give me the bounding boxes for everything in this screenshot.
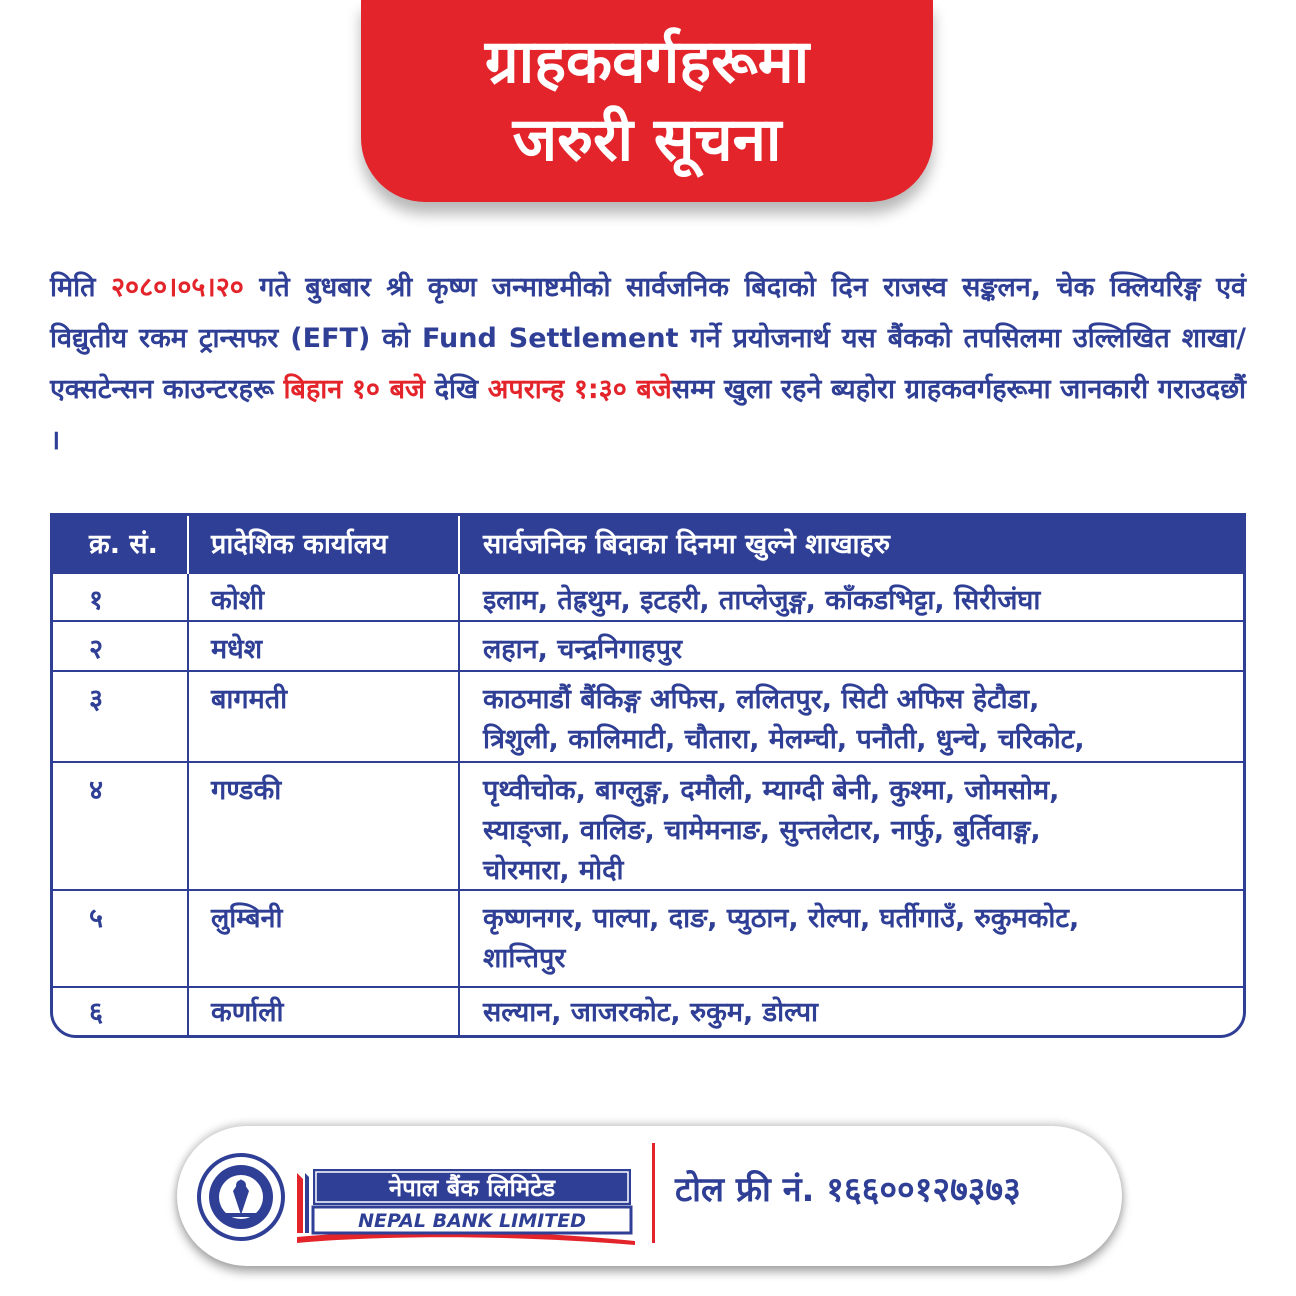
row-4-branches-line1: पृथ्वीचोक, बाग्लुङ्ग, दमौली, म्याग्दी बेनी, कुश्मा, जोमसोम,	[483, 775, 1060, 806]
notice-time-end: अपरान्ह १:३० बजे	[487, 374, 672, 405]
row-2-serial: २	[89, 634, 104, 665]
row-3-branches-line2: त्रिशुली, कालिमाटी, चौतारा, मेलम्ची, पनौती, धुन्चे, चरिकोट,	[483, 724, 1085, 755]
row-4-branches-line2: स्याङ्जा, वालिङ, चामेमनाङ, सुन्तलेटार, नार्फु, बुर्तिवाङ्ग,	[483, 815, 1041, 846]
notice-text-1: मिति	[50, 272, 111, 303]
notice-text-4: सम्म खुला रहने ब्यहोरा ग्राहकवर्गहरूमा जानकारी गराउदछौं ।	[50, 374, 1247, 456]
row-4-branches-line3: चोरमारा, मोदी	[483, 855, 624, 886]
notice-text-3: देखि	[425, 374, 488, 405]
header-title-line1: ग्राहकवर्गहरूमा	[484, 27, 810, 97]
branches-table	[50, 513, 1246, 1038]
nepal-bank-logo	[185, 1133, 637, 1257]
notice-text-2: गते बुधबार श्री कृष्ण जन्माष्टमीको सार्वजनिक बिदाको दिन राजस्व सङ्कलन, चेक क्लियरिङ्ग एवं विद्युतीय रकम ट्रान्सफर (EFT) को Fund Settlement गर्ने प्रयोजनार्थ यस बैंकको तपसिलमा उल्लिखित शाखा/एक्सटेन्सन काउन्टरहरू	[50, 272, 1247, 405]
row-divider	[53, 761, 1243, 763]
row-3-serial: ३	[89, 684, 104, 715]
row-4-serial: ४	[89, 775, 104, 806]
header-serial: क्र. सं.	[89, 529, 158, 560]
row-5-branches-line2: शान्तिपुर	[483, 943, 566, 974]
row-3-branches-line1: काठमाडौं बैंकिङ्ग अफिस, ललितपुर, सिटी अफिस हेटौडा,	[483, 684, 1040, 715]
notice-paragraph	[50, 262, 1246, 466]
header-office: प्रादेशिक कार्यालय	[211, 529, 388, 560]
row-1-serial: १	[89, 585, 104, 616]
logo-wordmark-nepali: नेपाल बैंक लिमिटेड	[388, 1174, 556, 1202]
logo-wordmark-english: NEPAL BANK LIMITED	[358, 1210, 586, 1232]
row-5-office: लुम्बिनी	[211, 903, 283, 934]
row-divider	[53, 889, 1243, 891]
header-divider	[187, 516, 189, 574]
row-6-serial: ६	[89, 997, 104, 1028]
bank-emblem-icon	[199, 1155, 283, 1239]
column-divider	[187, 516, 189, 1035]
row-6-branches: सल्यान, जाजरकोट, रुकुम, डोल्पा	[483, 997, 819, 1028]
row-6-office: कर्णाली	[211, 997, 284, 1028]
footer-divider	[652, 1143, 655, 1243]
row-2-office: मधेश	[211, 634, 263, 665]
header-banner	[361, 0, 933, 202]
notice-time-start: बिहान १० बजे	[283, 374, 426, 405]
row-1-branches: इलाम, तेह्रथुम, इटहरी, ताप्लेजुङ्ग, काँकडभिट्टा, सिरीजंघा	[483, 585, 1041, 616]
row-5-branches-line1: कृष्णनगर, पाल्पा, दाङ, प्युठान, रोल्पा, घर्तीगाउँ, रुकुमकोट,	[483, 903, 1080, 934]
header-divider	[458, 516, 460, 574]
row-1-office: कोशी	[211, 585, 265, 616]
notice-date: २०८०।०५।२०	[110, 272, 244, 303]
row-divider	[53, 670, 1243, 672]
tollfree-number: टोल फ्री नं. १६६००१२७३७३	[675, 1170, 1021, 1210]
row-divider	[53, 986, 1243, 988]
header-title-line2: जरुरी सूचना	[512, 105, 782, 175]
header-branches: सार्वजनिक बिदाका दिनमा खुल्ने शाखाहरु	[483, 529, 891, 560]
row-3-office: बागमती	[211, 684, 288, 715]
row-2-branches: लहान, चन्द्रनिगाहपुर	[483, 634, 682, 665]
row-5-serial: ५	[89, 903, 104, 934]
row-4-office: गण्डकी	[211, 775, 282, 806]
column-divider	[458, 516, 460, 1035]
table-header	[53, 516, 1243, 574]
